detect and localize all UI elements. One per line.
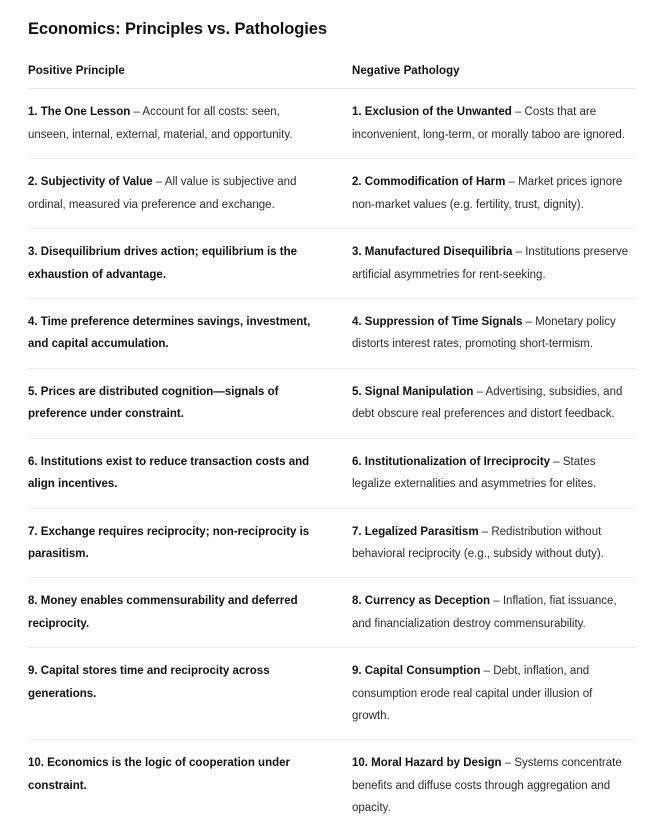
principle-term: 2. Subjectivity of Value xyxy=(28,176,153,189)
cell-negative-pathology xyxy=(339,159,636,229)
principle-term: 5. Prices are distributed cognition—signals of preference under constraint. xyxy=(28,385,279,421)
pathology-term: 9. Capital Consumption xyxy=(352,665,481,678)
pathology-description: – Debt, inflation, and consumption erode real capital under illusion of growth. xyxy=(352,665,593,723)
pathology-term: 1. Exclusion of the Unwanted xyxy=(352,106,512,119)
principle-description: – All value is subjective and ordinal, measured via preference and exchange. xyxy=(28,176,297,211)
cell-positive-principle xyxy=(28,578,339,648)
cell-positive-principle xyxy=(28,438,339,508)
cell-positive-principle xyxy=(28,368,339,438)
principle-description: – Account for all costs: seen, unseen, internal, external, material, and opportunity. xyxy=(28,106,293,141)
cell-positive-principle xyxy=(28,229,339,299)
table-row xyxy=(28,368,636,438)
principle-term: 8. Money enables commensurability and deferred reciprocity. xyxy=(28,595,298,630)
pathology-description: – Costs that are inconvenient, long-term, or morally taboo are ignored. xyxy=(352,106,625,141)
cell-negative-pathology xyxy=(339,298,636,368)
pathology-description: – Redistribution without behavioral reciprocity (e.g., subsidy without duty). xyxy=(352,525,604,560)
table-row xyxy=(28,89,636,159)
table-row xyxy=(28,740,636,832)
cell-positive-principle xyxy=(28,740,339,832)
pathology-description: – Advertising, subsidies, and debt obscure real preferences and distort feedback. xyxy=(352,385,623,421)
principle-term: 3. Disequilibrium drives action; equilibrium is the exhaustion of advantage. xyxy=(28,246,298,281)
pathology-description: – States legalize externalities and asymmetries for elites. xyxy=(352,455,597,491)
pathology-term: 6. Institutionalization of Irreciprocity xyxy=(352,455,551,468)
table-body xyxy=(28,89,636,832)
table-row xyxy=(28,159,636,229)
pathology-term: 10. Moral Hazard by Design xyxy=(352,757,502,770)
table-row xyxy=(28,508,636,578)
cell-positive-principle xyxy=(28,648,339,740)
table-row xyxy=(28,229,636,299)
pathology-term: 4. Suppression of Time Signals xyxy=(352,315,523,328)
cell-positive-principle xyxy=(28,298,339,368)
cell-negative-pathology xyxy=(339,368,636,438)
principles-pathologies-table xyxy=(28,65,636,831)
principle-term: 10. Economics is the logic of cooperation under constraint. xyxy=(28,757,290,792)
table-row xyxy=(28,298,636,368)
column-header-positive-principle: Positive Principle xyxy=(28,65,339,89)
pathology-term: 5. Signal Manipulation xyxy=(352,385,474,398)
pathology-description: – Monetary policy distorts interest rates, promoting short-termism. xyxy=(352,315,616,351)
pathology-description: – Market prices ignore non-market values (e.g. fertility, trust, dignity). xyxy=(352,176,623,211)
cell-negative-pathology xyxy=(339,508,636,578)
cell-negative-pathology xyxy=(339,229,636,299)
principle-term: 4. Time preference determines savings, investment, and capital accumulation. xyxy=(28,315,311,351)
cell-positive-principle xyxy=(28,159,339,229)
cell-negative-pathology xyxy=(339,648,636,740)
principle-term: 9. Capital stores time and reciprocity across generations. xyxy=(28,665,270,700)
cell-negative-pathology xyxy=(339,438,636,508)
cell-positive-principle xyxy=(28,89,339,159)
pathology-term: 8. Currency as Deception xyxy=(352,595,491,608)
principle-term: 6. Institutions exist to reduce transaction costs and align incentives. xyxy=(28,455,310,491)
table-header-row xyxy=(28,65,636,89)
column-header-negative-pathology: Negative Pathology xyxy=(339,65,636,89)
table-row xyxy=(28,438,636,508)
page-title: Economics: Principles vs. Pathologies xyxy=(28,20,327,38)
pathology-description: – Institutions preserve artificial asymmetries for rent-seeking. xyxy=(352,246,629,281)
table-header xyxy=(28,65,636,89)
principle-term: 1. The One Lesson xyxy=(28,106,131,119)
cell-negative-pathology xyxy=(339,740,636,832)
pathology-term: 2. Commodification of Harm xyxy=(352,176,506,189)
pathology-description: – Inflation, fiat issuance, and financialization destroy commensurability. xyxy=(352,595,617,630)
pathology-description: – Systems concentrate benefits and diffuse costs through aggregation and opacity. xyxy=(352,757,622,815)
principle-term: 7. Exchange requires reciprocity; non-reciprocity is parasitism. xyxy=(28,525,310,560)
table-row xyxy=(28,578,636,648)
cell-negative-pathology xyxy=(339,578,636,648)
pathology-term: 3. Manufactured Disequilibria xyxy=(352,246,513,259)
cell-negative-pathology xyxy=(339,89,636,159)
cell-positive-principle xyxy=(28,508,339,578)
pathology-term: 7. Legalized Parasitism xyxy=(352,525,479,538)
table-row xyxy=(28,648,636,740)
